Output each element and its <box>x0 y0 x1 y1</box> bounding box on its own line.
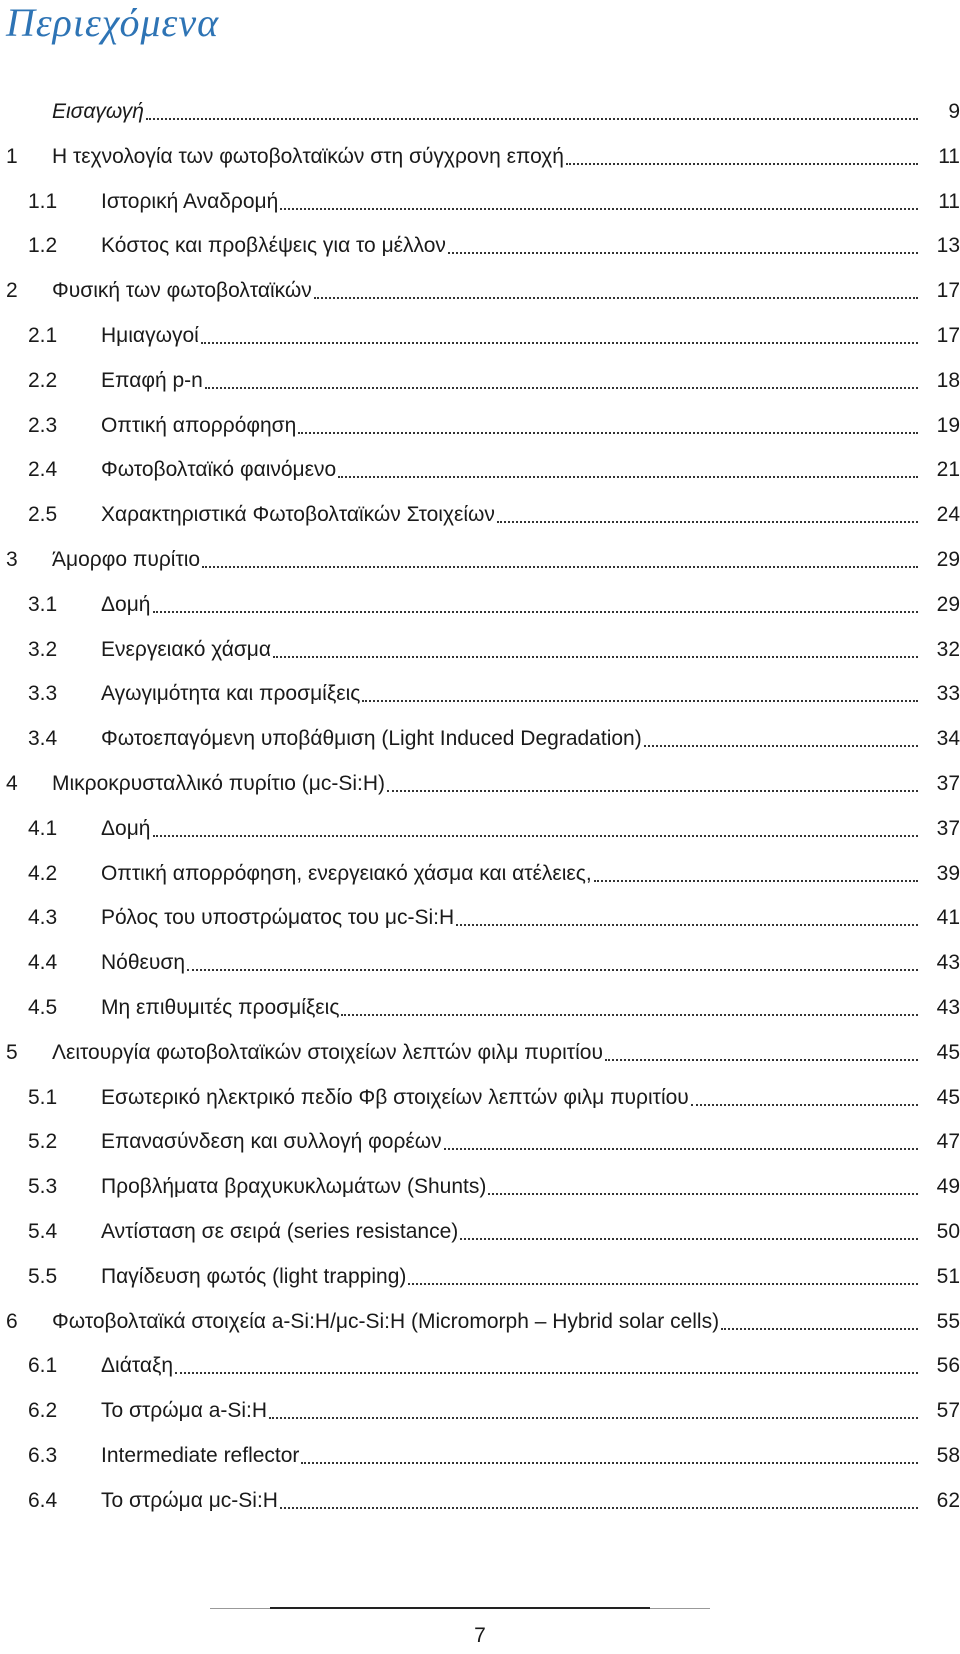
toc-entry[interactable] <box>0 723 960 755</box>
dot-leader <box>566 163 918 165</box>
dot-leader <box>175 1372 918 1374</box>
toc-entry[interactable] <box>0 768 960 800</box>
dot-leader <box>444 1148 918 1150</box>
toc-entry-page: 29 <box>936 548 960 571</box>
toc-entry-label: Μικροκρυσταλλικό πυρίτιο (μc-Si:H) <box>52 772 386 795</box>
toc-entry[interactable] <box>0 454 960 486</box>
dot-leader <box>202 566 918 568</box>
toc-entry-number: 6.4 <box>28 1488 58 1512</box>
toc-entry-label: Λειτουργία φωτοβολταϊκών στοιχείων λεπτών φιλμ πυριτίου <box>52 1040 603 1064</box>
toc-entry-page: 45 <box>936 1085 960 1109</box>
dot-leader <box>605 1059 918 1061</box>
toc-entry[interactable] <box>0 1261 960 1293</box>
toc-entry-label: Φωτοεπαγόμενη υποβάθμιση (Light Induced Degradation) <box>101 727 642 751</box>
toc-entry[interactable] <box>0 634 960 666</box>
dot-leader <box>721 1328 918 1330</box>
toc-entry-page: 50 <box>936 1220 960 1243</box>
toc-entry[interactable] <box>0 1126 960 1158</box>
toc-entry-number: 4.2 <box>28 861 58 885</box>
toc-entry-label: Το στρώμα μc-Si:H <box>101 1488 278 1512</box>
toc-entry-page: 37 <box>936 816 960 840</box>
dot-leader <box>408 1283 918 1285</box>
toc-entry-number: 3 <box>6 548 18 571</box>
toc-entry-label: Ρόλος του υποστρώματος του μc-Si:H <box>101 906 455 930</box>
toc-entry-number: 5.5 <box>28 1264 58 1288</box>
toc-entry[interactable] <box>0 1037 960 1069</box>
toc-entry-label: Μη επιθυμιτές προσμίξεις <box>101 996 340 1019</box>
footer-rule-accent <box>270 1607 650 1609</box>
toc-entry-number: 1.1 <box>28 189 58 213</box>
dot-leader <box>298 432 918 434</box>
toc-entry-label: Φωτοβολταϊκό φαινόμενο <box>101 458 337 482</box>
toc-entry-page: 51 <box>936 1264 960 1288</box>
toc-entry[interactable] <box>0 499 960 531</box>
toc-entry-page: 32 <box>936 637 960 661</box>
dot-leader <box>201 342 918 344</box>
toc-entry-page: 33 <box>936 682 960 706</box>
toc-entry-page: 37 <box>936 772 960 795</box>
dot-leader <box>448 252 918 254</box>
toc-entry-number: 5.4 <box>28 1220 58 1243</box>
toc-entry-page: 11 <box>938 144 960 168</box>
toc-entry-page: 24 <box>936 503 960 527</box>
toc-entry-number: 2.4 <box>28 458 58 482</box>
toc-entry-number: 5.3 <box>28 1175 58 1199</box>
toc-entry-number: 2.1 <box>28 324 58 347</box>
dot-leader <box>594 880 918 882</box>
toc-entry-page: 13 <box>936 234 960 258</box>
dot-leader <box>456 924 918 926</box>
toc-entry[interactable] <box>0 365 960 397</box>
toc-entry-label: Επανασύνδεση και συλλογή φορέων <box>101 1130 442 1154</box>
toc-entry-label: Νόθευση <box>101 951 186 975</box>
dot-leader <box>280 1507 918 1509</box>
dot-leader <box>488 1193 918 1195</box>
toc-entry-number: 4.5 <box>28 996 58 1019</box>
toc-entry[interactable] <box>0 992 960 1024</box>
toc-entry-page: 58 <box>936 1444 960 1467</box>
toc-entry-page: 11 <box>938 189 960 213</box>
toc-entry-page: 56 <box>936 1354 960 1378</box>
toc-entry-label: Δομή <box>101 592 151 616</box>
toc-entry-label: Επαφή p-n <box>101 368 203 392</box>
toc-entry[interactable] <box>0 1171 960 1203</box>
toc-entry-number: 6.2 <box>28 1399 58 1423</box>
toc-entry[interactable] <box>0 589 960 621</box>
toc-entry[interactable] <box>0 947 960 979</box>
toc-entry-number: 5.1 <box>28 1085 58 1109</box>
toc-entry[interactable] <box>0 813 960 845</box>
toc-entry-number: 2.3 <box>28 413 58 437</box>
toc-entry-number: 6.1 <box>28 1354 58 1378</box>
dot-leader <box>314 297 918 299</box>
toc-entry-label: Φωτοβολταϊκά στοιχεία a-Si:H/μc-Si:H (Micromorph – Hybrid solar cells) <box>52 1309 720 1333</box>
toc-entry-label: Οπτική απορρόφηση, ενεργειακό χάσμα και ατέλειες, <box>101 861 592 885</box>
toc-entry[interactable] <box>0 902 960 934</box>
dot-leader <box>153 835 919 837</box>
toc-entry[interactable] <box>0 1395 960 1427</box>
toc-entry-number: 4 <box>6 772 18 795</box>
toc-entry-page: 18 <box>936 368 960 392</box>
dot-leader <box>691 1104 918 1106</box>
toc-entry[interactable] <box>0 1485 960 1517</box>
toc-entry-page: 39 <box>936 861 960 885</box>
toc-entry-label: Ενεργειακό χάσμα <box>101 637 272 661</box>
toc-entry-number: 6 <box>6 1309 18 1333</box>
dot-leader <box>497 521 918 523</box>
toc-entry-label: Παγίδευση φωτός (light trapping) <box>101 1264 407 1288</box>
toc-entry-label: Οπτική απορρόφηση <box>101 413 297 437</box>
toc-entry-number: 3.2 <box>28 637 58 661</box>
toc-entry-page: 62 <box>936 1488 960 1512</box>
toc-entry-label: Η τεχνολογία των φωτοβολταϊκών στη σύγχρονη εποχή <box>52 144 564 168</box>
toc-entry-label: Το στρώμα a-Si:H <box>101 1399 268 1423</box>
toc-entry-label: Χαρακτηριστικά Φωτοβολταϊκών Στοιχείων <box>101 503 495 527</box>
toc-entry-page: 17 <box>936 324 960 347</box>
dot-leader <box>387 790 918 792</box>
dot-leader <box>341 1014 918 1016</box>
toc-entry-page: 47 <box>936 1130 960 1154</box>
toc-entry[interactable] <box>0 858 960 890</box>
toc-entry-number: 4.1 <box>28 816 58 840</box>
toc-entry-page: 19 <box>936 413 960 437</box>
toc-entry-label: Αντίσταση σε σειρά (series resistance) <box>101 1220 459 1243</box>
dot-leader <box>644 745 918 747</box>
toc-entry-number: 1 <box>6 144 18 168</box>
toc-entry-page: 41 <box>936 906 960 930</box>
toc-entry-number: 2.5 <box>28 503 58 527</box>
toc-entry[interactable] <box>0 410 960 442</box>
toc-entry-label: Άμορφο πυρίτιο <box>52 548 201 571</box>
toc-entry-page: 9 <box>948 100 960 123</box>
toc-entry[interactable] <box>0 96 960 128</box>
toc-entry-page: 49 <box>936 1175 960 1199</box>
toc-entry-number: 5 <box>6 1040 18 1064</box>
toc-entry-page: 34 <box>936 727 960 751</box>
dot-leader <box>301 1462 918 1464</box>
toc-entry-number: 4.4 <box>28 951 58 975</box>
dot-leader <box>146 118 918 120</box>
dot-leader <box>269 1417 918 1419</box>
dot-leader <box>153 611 919 613</box>
toc-entry-number: 6.3 <box>28 1444 58 1467</box>
toc-entry-number: 2 <box>6 279 18 303</box>
toc-entry[interactable] <box>0 1306 960 1338</box>
toc-entry[interactable] <box>0 275 960 307</box>
page-title: Περιεχόμενα <box>6 0 220 45</box>
toc-entry-number: 5.2 <box>28 1130 58 1154</box>
toc-entry-page: 43 <box>936 951 960 975</box>
toc-entry-label: Intermediate reflector <box>101 1444 300 1467</box>
toc-entry-number: 1.2 <box>28 234 58 258</box>
dot-leader <box>460 1238 918 1240</box>
toc-entry-page: 57 <box>936 1399 960 1423</box>
toc-entry[interactable] <box>0 678 960 710</box>
dot-leader <box>338 476 918 478</box>
dot-leader <box>362 700 918 702</box>
toc-entry-label: Αγωγιμότητα και προσμίξεις <box>101 682 361 706</box>
toc-entry[interactable] <box>0 186 960 218</box>
dot-leader <box>273 656 918 658</box>
toc-entry-label: Δομή <box>101 816 151 840</box>
toc-entry[interactable] <box>0 141 960 173</box>
toc-entry[interactable] <box>0 544 960 576</box>
dot-leader <box>280 208 918 210</box>
page-number: 7 <box>474 1624 486 1647</box>
toc-entry-page: 43 <box>936 996 960 1019</box>
toc-entry-number: 2.2 <box>28 368 58 392</box>
toc-entry-label: Προβλήματα βραχυκυκλωμάτων (Shunts) <box>101 1175 487 1199</box>
toc-entry[interactable] <box>0 320 960 352</box>
dot-leader <box>187 969 918 971</box>
toc-entry[interactable] <box>0 1082 960 1114</box>
toc-entry-label: Φυσική των φωτοβολταϊκών <box>52 279 312 303</box>
toc-entry[interactable] <box>0 1350 960 1382</box>
toc-entry-label: Διάταξη <box>101 1354 174 1378</box>
toc-entry[interactable] <box>0 1440 960 1472</box>
toc-entry-page: 55 <box>936 1309 960 1333</box>
toc-entry-label: Ημιαγωγοί <box>101 324 199 347</box>
toc-entry-label: Εσωτερικό ηλεκτρικό πεδίο Φβ στοιχείων λεπτών φιλμ πυριτίου <box>101 1085 689 1109</box>
dot-leader <box>205 387 918 389</box>
toc-entry-number: 3.1 <box>28 592 58 616</box>
toc-entry-page: 45 <box>936 1040 960 1064</box>
toc-entry-number: 4.3 <box>28 906 58 930</box>
toc-entry[interactable] <box>0 1216 960 1248</box>
toc-entry-label: Ιστορική Αναδρομή <box>101 189 279 213</box>
toc-entry-page: 21 <box>936 458 960 482</box>
toc-entry-page: 29 <box>936 592 960 616</box>
toc-entry-label: Κόστος και προβλέψεις για το μέλλον <box>101 234 446 258</box>
toc-entry-page: 17 <box>936 279 960 303</box>
toc-entry-number: 3.3 <box>28 682 58 706</box>
toc-entry[interactable] <box>0 230 960 262</box>
toc-entry-label: Εισαγωγή <box>52 100 144 123</box>
toc-entry-number: 3.4 <box>28 727 58 751</box>
